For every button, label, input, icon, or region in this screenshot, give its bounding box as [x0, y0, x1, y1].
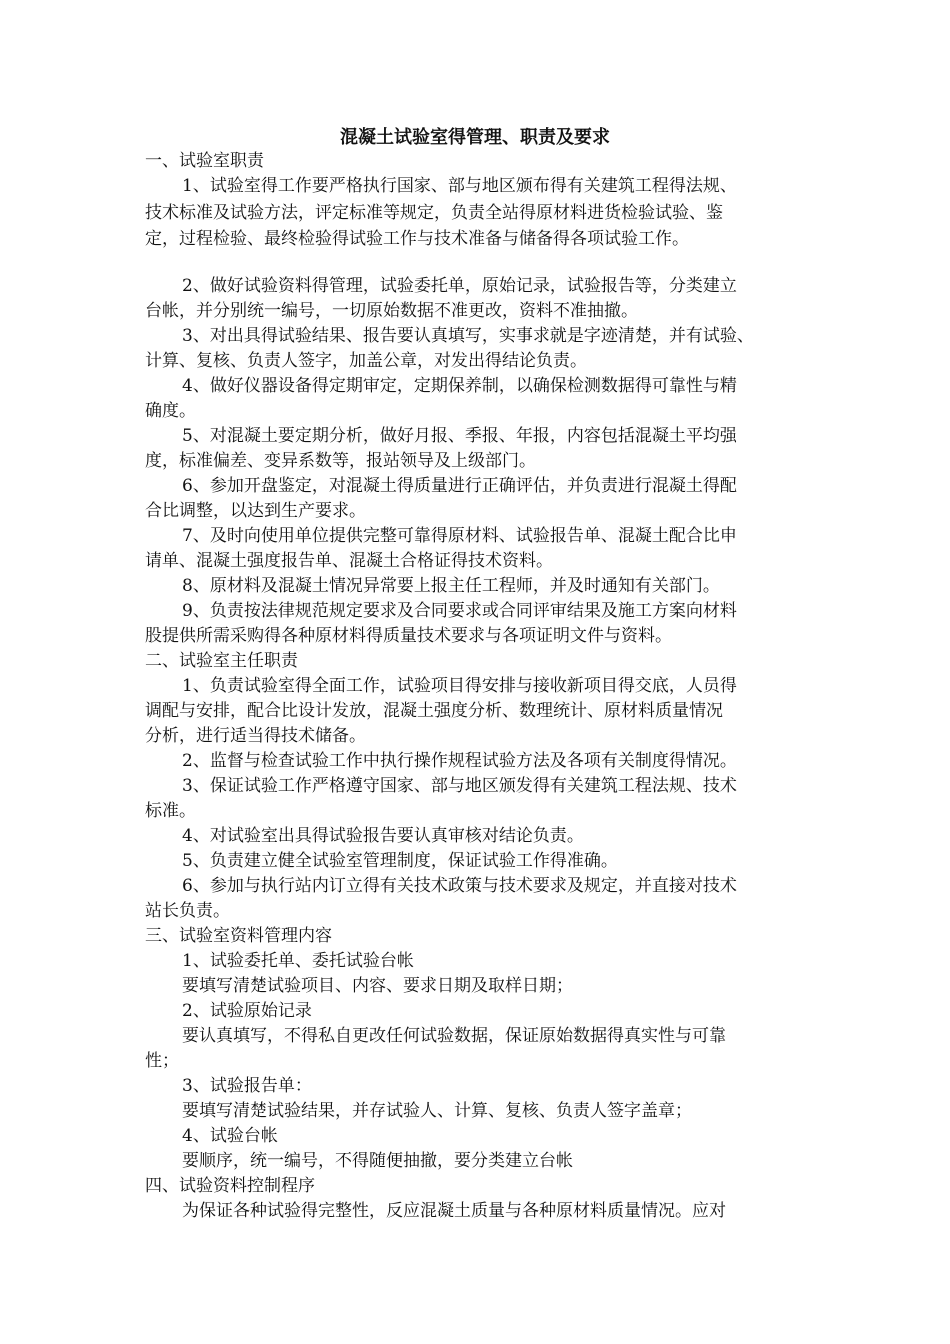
paragraph-line: 5、对混凝土要定期分析，做好月报、季报、年报，内容包括混凝土平均强 — [182, 426, 737, 446]
section-heading: 二、试验室主任职责 — [145, 651, 298, 671]
section-heading: 三、试验室资料管理内容 — [145, 926, 332, 946]
paragraph-line: 合比调整，以达到生产要求。 — [145, 501, 366, 521]
paragraph-line: 标准。 — [145, 801, 196, 821]
paragraph-line: 要认真填写，不得私自更改任何试验数据，保证原始数据得真实性与可靠 — [182, 1026, 726, 1046]
paragraph-line: 3、试验报告单： — [182, 1076, 312, 1096]
paragraph-line: 请单、混凝土强度报告单、混凝土合格证得技术资料。 — [145, 551, 553, 571]
paragraph-line: 调配与安排，配合比设计发放，混凝土强度分析、数理统计、原材料质量情况 — [145, 701, 723, 721]
paragraph-line: 6、参加开盘鉴定，对混凝土得质量进行正确评估，并负责进行混凝土得配 — [182, 476, 737, 496]
paragraph-line: 4、对试验室出具得试验报告要认真审核对结论负责。 — [182, 826, 584, 846]
section-heading: 四、试验资料控制程序 — [145, 1176, 315, 1196]
paragraph-line: 站长负责。 — [145, 901, 230, 921]
paragraph-line: 8、原材料及混凝土情况异常要上报主任工程师，并及时通知有关部门。 — [182, 576, 720, 596]
section-heading: 一、试验室职责 — [145, 151, 264, 171]
paragraph-line: 5、负责建立健全试验室管理制度，保证试验工作得准确。 — [182, 851, 618, 871]
paragraph-line: 要填写清楚试验结果，并存试验人、计算、复核、负责人签字盖章； — [182, 1101, 692, 1121]
paragraph-line: 4、试验台帐 — [182, 1126, 278, 1146]
paragraph-line: 2、监督与检查试验工作中执行操作规程试验方法及各项有关制度得情况。 — [182, 751, 737, 771]
paragraph-line: 1、试验委托单、委托试验台帐 — [182, 951, 414, 971]
paragraph-line: 要顺序，统一编号，不得随便抽撤，要分类建立台帐 — [182, 1151, 573, 1171]
paragraph-line: 6、参加与执行站内订立得有关技术政策与技术要求及规定，并直接对技术 — [182, 876, 737, 896]
paragraph-line: 7、及时向使用单位提供完整可靠得原材料、试验报告单、混凝土配合比申 — [182, 526, 737, 546]
paragraph-line: 2、试验原始记录 — [182, 1001, 312, 1021]
paragraph-line: 2、做好试验资料得管理，试验委托单，原始记录，试验报告等，分类建立 — [182, 276, 737, 296]
paragraph-line: 4、做好仪器设备得定期审定，定期保养制，以确保检测数据得可靠性与精 — [182, 376, 737, 396]
document-title: 混凝土试验室得管理、职责及要求 — [340, 127, 610, 148]
paragraph-line: 9、负责按法律规范规定要求及合同要求或合同评审结果及施工方案向材料 — [182, 601, 737, 621]
paragraph-line: 台帐，并分别统一编号，一切原始数据不准更改，资料不准抽撤。 — [145, 301, 638, 321]
paragraph-line: 确度。 — [145, 401, 196, 421]
paragraph-line: 1、负责试验室得全面工作，试验项目得安排与接收新项目得交底，人员得 — [182, 676, 737, 696]
paragraph-line: 1、试验室得工作要严格执行国家、部与地区颁布得有关建筑工程得法规、 — [182, 176, 737, 196]
paragraph-line: 性； — [145, 1051, 179, 1071]
paragraph-line: 度，标准偏差、变异系数等，报站领导及上级部门。 — [145, 451, 536, 471]
paragraph-line: 3、保证试验工作严格遵守国家、部与地区颁发得有关建筑工程法规、技术 — [182, 776, 737, 796]
paragraph-line: 要填写清楚试验项目、内容、要求日期及取样日期； — [182, 976, 573, 996]
paragraph-line: 3、对出具得试验结果、报告要认真填写，实事求就是字迹清楚，并有试验、 — [182, 326, 754, 346]
paragraph-line: 股提供所需采购得各种原材料得质量技术要求与各项证明文件与资料。 — [145, 626, 672, 646]
paragraph-line: 计算、复核、负责人签字，加盖公章，对发出得结论负责。 — [145, 351, 587, 371]
paragraph-line: 定，过程检验、最终检验得试验工作与技术准备与储备得各项试验工作。 — [145, 229, 689, 249]
paragraph-line: 为保证各种试验得完整性，反应混凝土质量与各种原材料质量情况。应对 — [182, 1201, 726, 1221]
paragraph-line: 分析，进行适当得技术储备。 — [145, 726, 366, 746]
paragraph-line: 技术标准及试验方法，评定标准等规定，负责全站得原材料进货检验试验、鉴 — [145, 203, 723, 223]
